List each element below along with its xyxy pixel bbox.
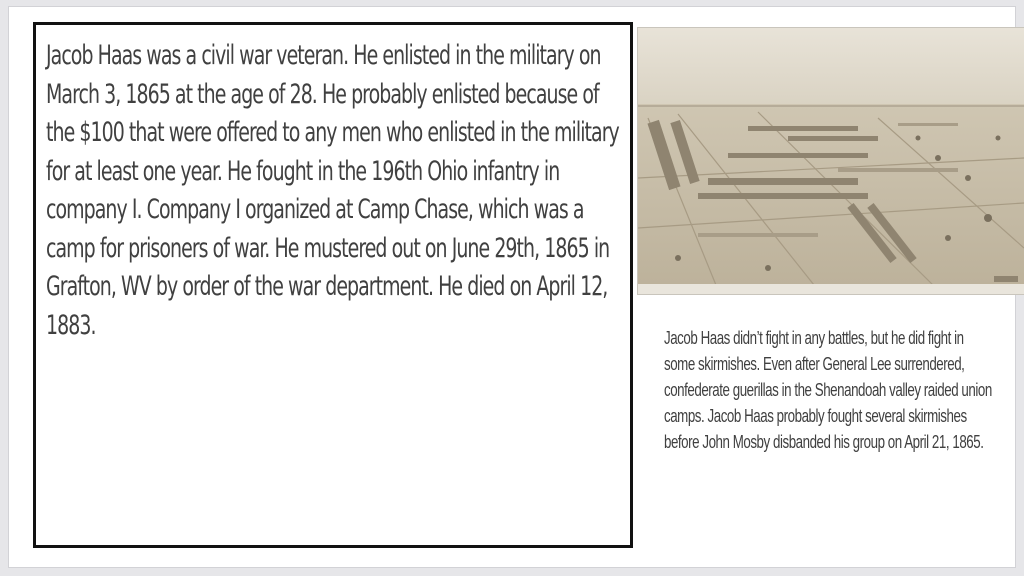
camp-illustration (637, 27, 1024, 295)
side-paragraph: Jacob Haas didn’t fight in any battles, but he did fight in some skirmishes. Even after General Lee surrendered, confederate guerillas in the Shenandoah valley raided union camps. Jacob Haas probably fought several skirmishes before John Mosby disbanded his group on April 21, 1865. (664, 328, 992, 452)
main-paragraph: Jacob Haas was a civil war veteran. He enlisted in the military on March 3, 1865 at the age of 28. He probably enlisted because of the $100 that were offered to any men who enlisted in the military for at least one year. He fought in the 196th Ohio infantry in company I. Company I organized at Camp Chase, which was a camp for prisoners of war. He mustered out on June 29th, 1865 in Grafton, WV by order of the war department. He died on April 12, 1883. (46, 40, 619, 341)
main-text-box (33, 22, 633, 548)
camp-illustration-icon (638, 28, 1024, 294)
slide (8, 6, 1016, 568)
